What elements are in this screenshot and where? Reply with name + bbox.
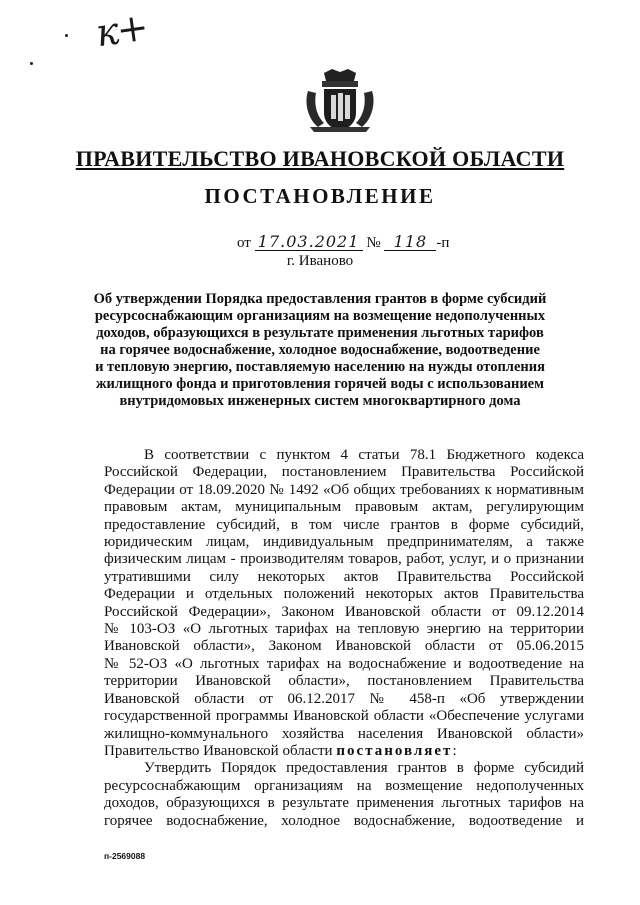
- date-number-line: [237, 233, 449, 252]
- subject-line: ресурсоснабжающим организациям на возмещение недополученных: [94, 308, 546, 324]
- body-line: предоставление субсидий, в том числе грантов в форме субсидий,: [104, 516, 584, 533]
- government-title: ПРАВИТЕЛЬСТВО ИВАНОВСКОЙ ОБЛАСТИ: [75, 146, 565, 171]
- body-line: № 52-ОЗ «О льготных тарифах на водоснабжение и водоотведение на: [104, 655, 584, 672]
- handwritten-date: 17.03.2021: [255, 233, 363, 251]
- resolve-prefix: Правительство Ивановской области: [104, 742, 333, 759]
- body-line: № 103-ОЗ «О льготных тарифах на тепловую энергию на территории: [104, 621, 584, 638]
- number-sign: №: [366, 235, 381, 251]
- subject-line: и тепловую энергию, поставляемую населению на нужды отопления: [95, 359, 545, 375]
- resolve-keyword: постановляет: [336, 742, 453, 759]
- body-line: территории Ивановской области», постановлением Правительства: [104, 673, 584, 690]
- body-line: Российской Федерации», Законом Ивановской области от 09.12.2014: [104, 603, 584, 620]
- ink-dot: [30, 62, 33, 65]
- body-line: Ивановской области от 06.12.2017 № 458-п «Об утверждении: [104, 690, 584, 707]
- clause-line: Утвердить Порядок предоставления грантов в форме субсидий: [144, 760, 584, 777]
- clause-line: горячее водоснабжение, холодное водоснабжение, водоотведение и: [104, 812, 584, 829]
- body-line: Федерации и отдельных положений некоторых актов Правительства: [104, 586, 584, 603]
- city-line: г. Иваново: [286, 253, 354, 269]
- coat-of-arms-emblem: [302, 67, 378, 133]
- clause-line: доходов, образующихся в результате применения льготных тарифов на: [104, 795, 584, 812]
- body-line: правовым актам, муниципальным правовым актам, регулирующим: [104, 499, 584, 516]
- body-line: Ивановской области», Законом Ивановской области от 05.06.2015: [104, 638, 584, 655]
- ink-dot: [65, 34, 68, 37]
- subject-line: Об утверждении Порядка предоставления грантов в форме субсидий: [93, 291, 547, 307]
- body-line: Федерации от 18.09.2020 № 1492 «Об общих требованиях к нормативным: [104, 481, 584, 498]
- handwritten-mark: к+: [93, 4, 150, 56]
- clause-line: ресурсоснабжающим организациям на возмещение недополученных: [104, 777, 584, 794]
- subject-line: внутридомовых инженерных систем многоквартирного дома: [119, 393, 521, 409]
- subject-line: доходов, образующихся в результате применения льготных тарифов: [96, 325, 544, 341]
- subject-line: жилищного фонда и приготовления горячей воды с использованием: [95, 376, 544, 392]
- number-suffix: -п: [436, 235, 450, 251]
- body-line: юридическим лицам, индивидуальным предпринимателям, а также: [104, 534, 584, 551]
- body-line: государственной программы Ивановской области «Обеспечение услугами: [104, 708, 584, 725]
- resolve-suffix: :: [452, 742, 457, 759]
- document-type-title: ПОСТАНОВЛЕНИЕ: [204, 184, 436, 208]
- body-line: жилищно-коммунального хозяйства населения Ивановской области»: [104, 725, 584, 742]
- date-prefix: от: [237, 235, 251, 251]
- subject-line: на горячее водоснабжение, холодное водоснабжение, водоотведение: [100, 342, 540, 358]
- document-code: п-2569088: [104, 851, 146, 861]
- body-line: В соответствии с пунктом 4 статьи 78.1 Бюджетного кодекса: [144, 447, 584, 463]
- subject-title: [92, 291, 548, 410]
- resolve-line: [104, 743, 584, 760]
- body-line: утратившими силу некоторых актов Правительства Российской: [104, 568, 584, 585]
- handwritten-number: 118: [384, 233, 436, 251]
- body-text: [104, 447, 584, 830]
- body-line: Российской Федерации, постановлением Правительства Российской: [104, 464, 584, 481]
- body-line: физическим лицам - производителям товаров, работ, услуг, и о признании: [104, 551, 584, 568]
